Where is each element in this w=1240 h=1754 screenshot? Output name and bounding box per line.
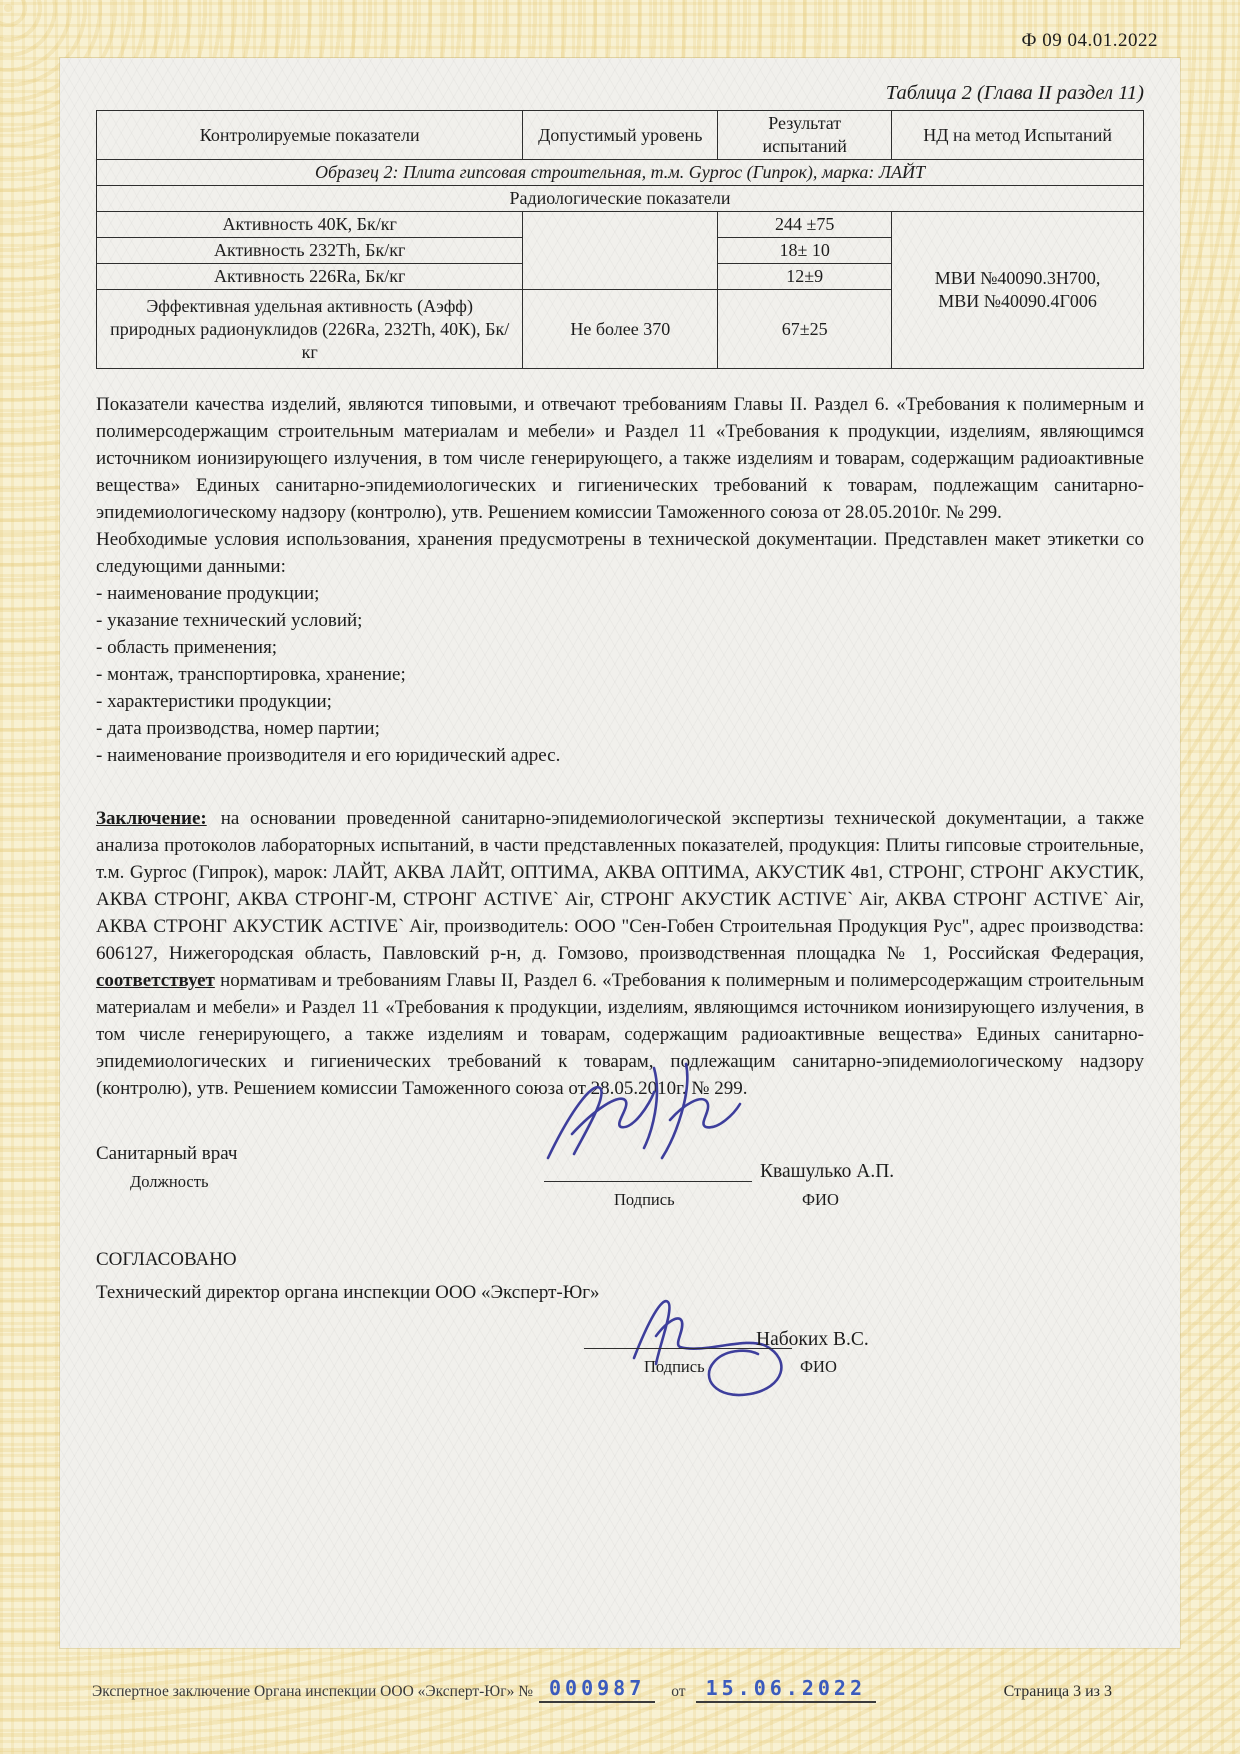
result-cell: 67±25 xyxy=(718,290,892,369)
radiology-results-table xyxy=(96,110,1144,369)
signer-name: Набоких В.С. xyxy=(756,1329,869,1350)
conclusion-date-stamp: 15.06.2022 xyxy=(696,1678,876,1703)
table-header-row xyxy=(97,111,1144,160)
footer-text: Экспертное заключение Органа инспекции ООО «Эксперт-Юг» № xyxy=(92,1683,534,1700)
indicator-cell: Активность 232Th, Бк/кг xyxy=(97,238,523,264)
list-item: - монтаж, транспортировка, хранение; xyxy=(96,664,406,685)
list-item: - наименование продукции; xyxy=(96,583,320,604)
result-cell: 18± 10 xyxy=(718,238,892,264)
nd-method-line2: МВИ №40090.4Г006 xyxy=(938,291,1097,311)
position-title: Санитарный врач xyxy=(96,1143,238,1164)
sample-description: Образец 2: Плита гипсовая строительная, т.м. Gyproc (Гипрок), марка: ЛАЙТ xyxy=(97,160,1144,186)
header-nd-method: НД на метод Испытаний xyxy=(892,111,1144,160)
agreed-label: СОГЛАСОВАНО xyxy=(96,1249,237,1270)
signature-line xyxy=(544,1181,752,1182)
header-indicators: Контролируемые показатели xyxy=(97,111,523,160)
nd-method-cell xyxy=(892,212,1144,369)
signature-caption: Подпись xyxy=(614,1190,675,1209)
document-content xyxy=(60,80,1180,1422)
form-code: Ф 09 04.01.2022 xyxy=(1021,30,1158,51)
conclusion-label: Заключение: xyxy=(96,808,207,829)
indicator-cell: Активность 226Ra, Бк/кг xyxy=(97,264,523,290)
quality-paragraph: Показатели качества изделий, являются типовыми, и отвечают требованиям Главы II. Раздел 6. «Требования к полимерным и полимерсодержащим строительным материалам и мебели» и Раздел 11 «Требования к продукции, изделиям, являющимся источником ионизирующего излучения, в том числе генерирующего, а также изделиям и товарам, содержащим радиоактивные вещества» Единых санитарно-эпидемиологических и гигиенических требований к товарам, подлежащим санитарно-эпидемиологическому надзору (контролю), утв. Решением комиссии Таможенного союза от 28.05.2010г. № 299. xyxy=(96,394,1144,523)
conclusion-match-word: соответствует xyxy=(96,970,215,991)
sanitary-doctor-signature-block xyxy=(96,1116,1144,1220)
label-data-list xyxy=(96,580,1144,769)
list-item: - указание технический условий; xyxy=(96,610,363,631)
conclusion-paragraph xyxy=(96,805,1144,1102)
result-cell: 244 ±75 xyxy=(718,212,892,238)
conclusion-text-after: нормативам и требованиям Главы II, Раздел 6. «Требования к полимерным и полимерсодержащим строительным материалам и мебели» и Раздел 11 «Требования к продукции, изделиям, являющимся источником ионизирующего излучения, в том числе генерирующего, а также изделиям и товарам, содержащим радиоактивные вещества» Единых санитарно-эпидемиологических и гигиенических требований к товарам, подлежащим санитарно-эпидемиологическому надзору (контролю), утв. Решением комиссии Таможенного союза от 28.05.2010г. № 299. xyxy=(96,970,1144,1099)
list-item: - характеристики продукции; xyxy=(96,691,332,712)
page-number-label: Страница 3 из 3 xyxy=(1003,1683,1112,1700)
section-title: Радиологические показатели xyxy=(97,186,1144,212)
document-body-panel xyxy=(60,58,1180,1648)
conditions-paragraph: Необходимые условия использования, хранения предусмотрены в технической документации. Представлен макет этикетки со следующими данными: xyxy=(96,529,1144,577)
technical-director-signature-block xyxy=(96,1302,1144,1422)
conclusion-number-stamp: 000987 xyxy=(539,1678,655,1703)
name-caption: ФИО xyxy=(802,1190,839,1209)
footer-ot: от xyxy=(671,1683,686,1700)
header-allowed-level: Допустимый уровень xyxy=(523,111,718,160)
section-row xyxy=(97,186,1144,212)
indicator-cell: Активность 40К, Бк/кг xyxy=(97,212,523,238)
list-item: - область применения; xyxy=(96,637,278,658)
nd-method-line1: МВИ №40090.3Н700, xyxy=(934,268,1101,288)
list-item: - дата производства, номер партии; xyxy=(96,718,380,739)
technical-director-title: Технический директор органа инспекции ООО «Эксперт-Юг» xyxy=(96,1282,600,1303)
header-result: Результат испытаний xyxy=(718,111,892,160)
signature-caption: Подпись xyxy=(644,1357,705,1376)
result-cell: 12±9 xyxy=(718,264,892,290)
page-footer xyxy=(92,1678,1164,1703)
signer-name: Квашулько А.П. xyxy=(760,1161,895,1182)
indicator-cell: Эффективная удельная активность (Аэфф) природных радионуклидов (226Ra, 232Th, 40К), Бк/кг xyxy=(97,290,523,369)
table-row xyxy=(97,212,1144,238)
position-caption: Должность xyxy=(130,1172,209,1191)
sample-row xyxy=(97,160,1144,186)
name-caption: ФИО xyxy=(800,1357,837,1376)
list-item: - наименование производителя и его юридический адрес. xyxy=(96,745,561,766)
allowed-level-cell: Не более 370 xyxy=(523,290,718,369)
table-caption: Таблица 2 (Глава II раздел 11) xyxy=(885,82,1144,104)
conclusion-text-before: на основании проведенной санитарно-эпидемиологической экспертизы технической документации, а также анализа протоколов лабораторных испытаний, в части представленных показателей, продукция: Плиты гипсовые строительные, т.м. Gyproc (Гипрок), марок: ЛАЙТ, АКВА ЛАЙТ, ОПТИМА, АКВА ОПТИМА, АКУСТИК 4в1, СТРОНГ, СТРОНГ АКУСТИК, АКВА СТРОНГ, АКВА СТРОНГ-М, СТРОНГ ACTIVE` Air, СТРОНГ АКУСТИК ACTIVE` Air, АКВА СТРОНГ ACTIVE` Air, АКВА СТРОНГ АКУСТИК ACTIVE` Air, производитель: ООО "Сен-Гобен Строительная Продукция Рус", адрес производства: 606127, Нижегородская область, Павловский р-н, д. Гомзово, производственная площадка № 1, Российская Федерация, xyxy=(96,808,1144,964)
allowed-level-empty-cell xyxy=(523,212,718,290)
